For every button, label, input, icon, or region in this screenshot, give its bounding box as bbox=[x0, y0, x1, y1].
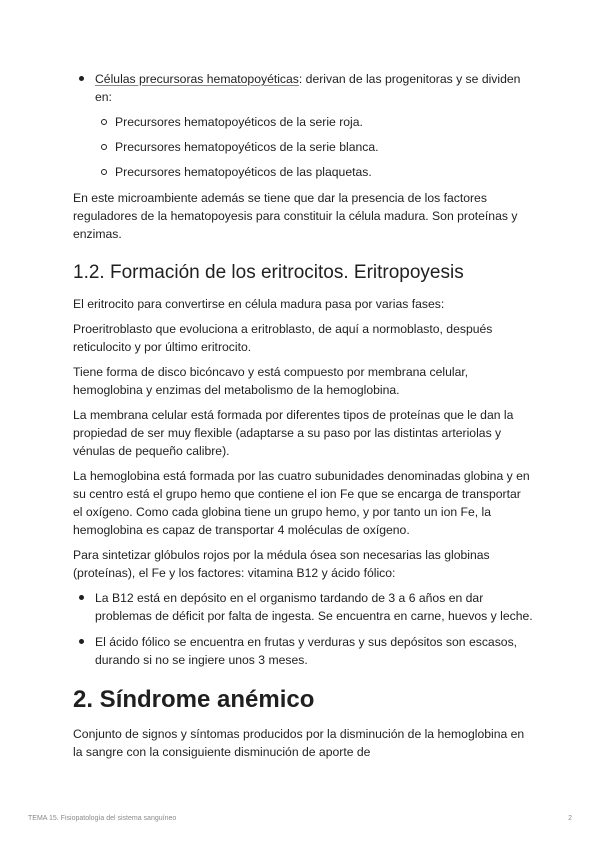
list-item: Precursores hematopoyéticos de la serie blanca. bbox=[95, 138, 533, 156]
list-item: Precursores hematopoyéticos de las plaquetas. bbox=[95, 163, 533, 181]
paragraph: Para sintetizar glóbulos rojos por la médula ósea son necesarias las globinas (proteínas), el Fe y los factores: vitamina B12 y ácido fólico: bbox=[73, 548, 490, 580]
paragraph: Tiene forma de disco bicóncavo y está compuesto por membrana celular, hemoglobina y enzimas del metabolismo de la hemoglobina. bbox=[73, 365, 469, 397]
page-content bbox=[73, 70, 533, 768]
precursor-sublist bbox=[95, 113, 533, 181]
page-footer bbox=[28, 815, 572, 822]
list-item: El ácido fólico se encuentra en frutas y verduras y sus depósitos son escasos, durando si no se ingiere unos 3 meses. bbox=[73, 633, 533, 669]
precursor-list bbox=[73, 70, 533, 181]
section-heading: 1.2. Formación de los eritrocitos. Eritropoyesis bbox=[73, 262, 464, 283]
precursor-desc: : derivan de las progenitoras y se dividen en: bbox=[95, 72, 521, 104]
footer-title: TEMA 15. Fisiopatología del sistema sanguíneo bbox=[28, 815, 177, 822]
vitamin-list bbox=[73, 589, 533, 669]
paragraph: La membrana celular está formada por diferentes tipos de proteínas que le dan la propiedad de ser muy flexible (adaptarse a su paso por las distintas arteriolas y vénulas de pequeño calibre). bbox=[73, 408, 514, 458]
chapter-heading: 2. Síndrome anémico bbox=[73, 686, 315, 713]
list-item bbox=[73, 70, 533, 181]
paragraph: El eritrocito para convertirse en célula madura pasa por varias fases: bbox=[73, 297, 445, 311]
paragraph: La hemoglobina está formada por las cuatro subunidades denominadas globina y en su centro está el grupo hemo que contiene el ion Fe que se encarga de transportar el oxígeno. Como cada globina tiene un grupo hemo, y por tanto un ion Fe, la hemoglobina es capaz de transportar 4 moléculas de oxígeno. bbox=[73, 469, 530, 537]
paragraph: Conjunto de signos y síntomas producidos por la disminución de la hemoglobina en la sangre con la consiguiente disminución de aporte de bbox=[73, 727, 525, 759]
page-number: 2 bbox=[568, 815, 572, 822]
list-item: Precursores hematopoyéticos de la serie roja. bbox=[95, 113, 533, 131]
list-item: La B12 está en depósito en el organismo tardando de 3 a 6 años en dar problemas de déficit por falta de ingesta. Se encuentra en carne, huevos y leche. bbox=[73, 589, 533, 625]
paragraph: En este microambiente además se tiene que dar la presencia de los factores reguladores de la hematopoyesis para constituir la célula madura. Son proteínas y enzimas. bbox=[73, 191, 518, 241]
precursor-term: Células precursoras hematopoyéticas bbox=[95, 72, 299, 86]
paragraph: Proeritroblasto que evoluciona a eritroblasto, de aquí a normoblasto, después reticulocito y por último eritrocito. bbox=[73, 322, 493, 354]
